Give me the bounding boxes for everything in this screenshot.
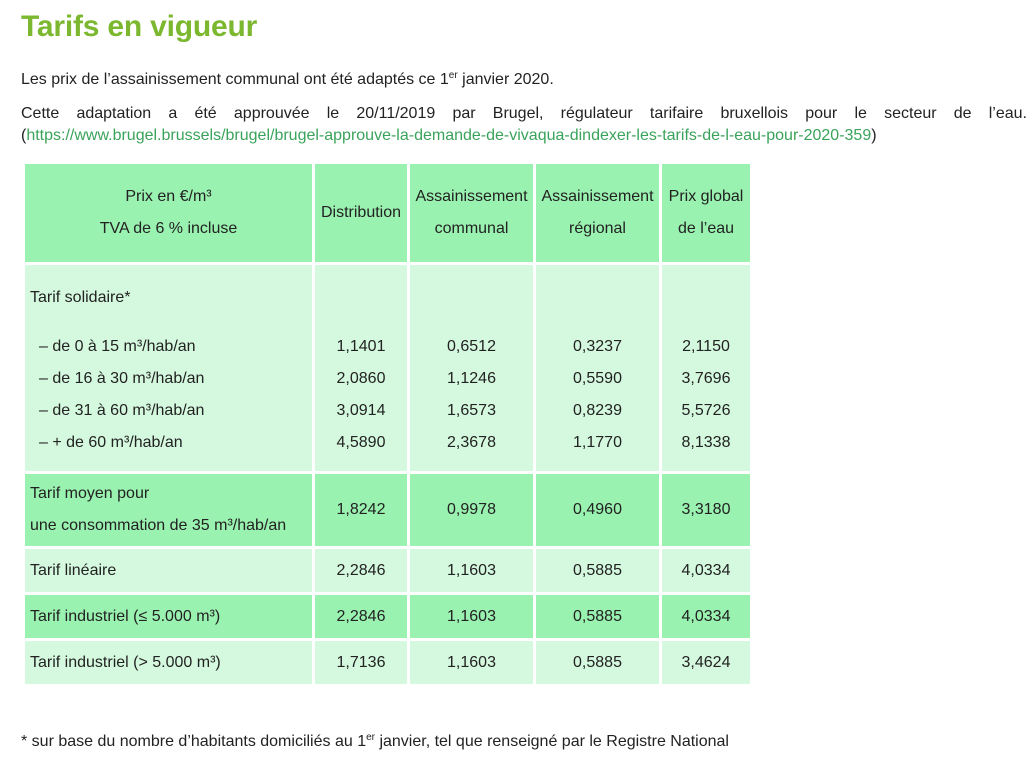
solidaire-global-cell	[662, 265, 750, 471]
table-cell: 1,6573	[447, 402, 496, 419]
moyen-label-line2: une consommation de 35 m³/hab/an	[30, 517, 287, 534]
moyen-label-cell	[25, 474, 312, 546]
solidaire-title: Tarif solidaire*	[30, 289, 131, 306]
table-cell: 4,0334	[662, 595, 750, 638]
table-cell: 2,1150	[682, 338, 730, 355]
table-cell: 8,1338	[681, 434, 731, 451]
table-row-solidaire	[25, 265, 750, 471]
table-row-industriel-small	[25, 595, 750, 638]
open-paren: (	[21, 127, 27, 144]
table-row-industriel-large	[25, 641, 750, 684]
table-cell: 1,1770	[573, 434, 622, 451]
footnote-text-end: janvier, tel que renseigné par le Registre National	[375, 733, 729, 750]
solidaire-tier-label: – + de 60 m³/hab/an	[39, 434, 183, 451]
table-cell: 0,5885	[536, 549, 659, 592]
intro-text-end: janvier 2020.	[457, 71, 554, 88]
table-cell: 2,0860	[336, 370, 386, 387]
footnote-text: * sur base du nombre d’habitants domiciliés au 1	[21, 733, 367, 750]
header-price-unit-line1: Prix en €/m³	[125, 188, 212, 205]
header-communal	[410, 164, 533, 262]
header-global	[662, 164, 750, 262]
table-cell: 0,9978	[410, 474, 533, 546]
brugel-link[interactable]: https://www.brugel.brussels/brugel/brugel-approuve-la-demande-de-vivaqua-dindexer-les-tarifs-de-l-eau-pour-2020-359	[26, 127, 872, 144]
solidaire-communal-cell	[410, 265, 533, 471]
table-row-moyen	[25, 474, 750, 546]
table-cell: 3,4624	[662, 641, 750, 684]
header-communal-line1: Assainissement	[415, 188, 528, 205]
table-cell: 0,3237	[573, 338, 622, 355]
table-cell: 3,3180	[662, 474, 750, 546]
solidaire-labels-cell	[25, 265, 312, 471]
page-title: Tarifs en vigueur	[21, 10, 258, 43]
tarifs-table	[22, 161, 753, 687]
table-cell: 3,0914	[336, 402, 386, 419]
industriel-small-label: Tarif industriel (≤ 5.000 m³)	[25, 595, 312, 638]
table-cell: 0,6512	[447, 338, 496, 355]
header-regional-line1: Assainissement	[541, 188, 654, 205]
header-distribution: Distribution	[315, 164, 407, 262]
table-cell: 2,2846	[315, 549, 407, 592]
table-cell: 0,5885	[536, 595, 659, 638]
table-cell: 2,2846	[315, 595, 407, 638]
table-cell: 1,1603	[410, 549, 533, 592]
solidaire-distribution-cell	[315, 265, 407, 471]
solidaire-tier-label: – de 16 à 30 m³/hab/an	[39, 370, 205, 387]
footnote-sup: er	[366, 732, 375, 743]
table-cell: 1,1401	[336, 338, 386, 355]
table-row-lineaire	[25, 549, 750, 592]
table-cell: 3,7696	[681, 370, 731, 387]
header-global-line1: Prix global	[668, 188, 744, 205]
header-price-unit	[25, 164, 312, 262]
intro-text: Les prix de l’assainissement communal ont été adaptés ce 1	[21, 71, 449, 88]
table-cell: 0,5590	[573, 370, 622, 387]
table-cell: 0,8239	[573, 402, 622, 419]
table-header-row	[25, 164, 750, 262]
header-price-unit-line2: TVA de 6 % incluse	[99, 220, 238, 237]
intro-paragraph	[21, 69, 1027, 91]
table-cell: 0,4960	[536, 474, 659, 546]
footnote	[21, 731, 729, 753]
header-global-line2: de l’eau	[677, 220, 735, 237]
industriel-large-label: Tarif industriel (> 5.000 m³)	[25, 641, 312, 684]
table-cell: 1,1603	[410, 595, 533, 638]
solidaire-tier-label: – de 0 à 15 m³/hab/an	[39, 338, 196, 355]
table-cell: 0,5885	[536, 641, 659, 684]
table-cell: 1,8242	[315, 474, 407, 546]
table-cell: 1,1603	[410, 641, 533, 684]
table-cell: 4,5890	[336, 434, 386, 451]
moyen-label-line1: Tarif moyen pour	[30, 485, 150, 502]
approval-paragraph	[21, 103, 1027, 147]
solidaire-tier-label: – de 31 à 60 m³/hab/an	[39, 402, 205, 419]
table-cell: 5,5726	[681, 402, 731, 419]
table-cell: 1,1246	[447, 370, 496, 387]
table-cell: 2,3678	[447, 434, 496, 451]
lineaire-label: Tarif linéaire	[25, 549, 312, 592]
table-cell: 4,0334	[662, 549, 750, 592]
intro-sup: er	[448, 70, 458, 81]
header-regional-line2: régional	[569, 220, 626, 237]
table-cell: 1,7136	[315, 641, 407, 684]
close-paren: )	[871, 127, 877, 144]
header-communal-line2: communal	[434, 220, 509, 237]
approval-text: Cette adaptation a été approuvée le 20/11/2019 par Brugel, régulateur tarifaire bruxellois pour le secteur de l’eau.	[21, 105, 1027, 122]
header-regional	[536, 164, 659, 262]
solidaire-regional-cell	[536, 265, 659, 471]
